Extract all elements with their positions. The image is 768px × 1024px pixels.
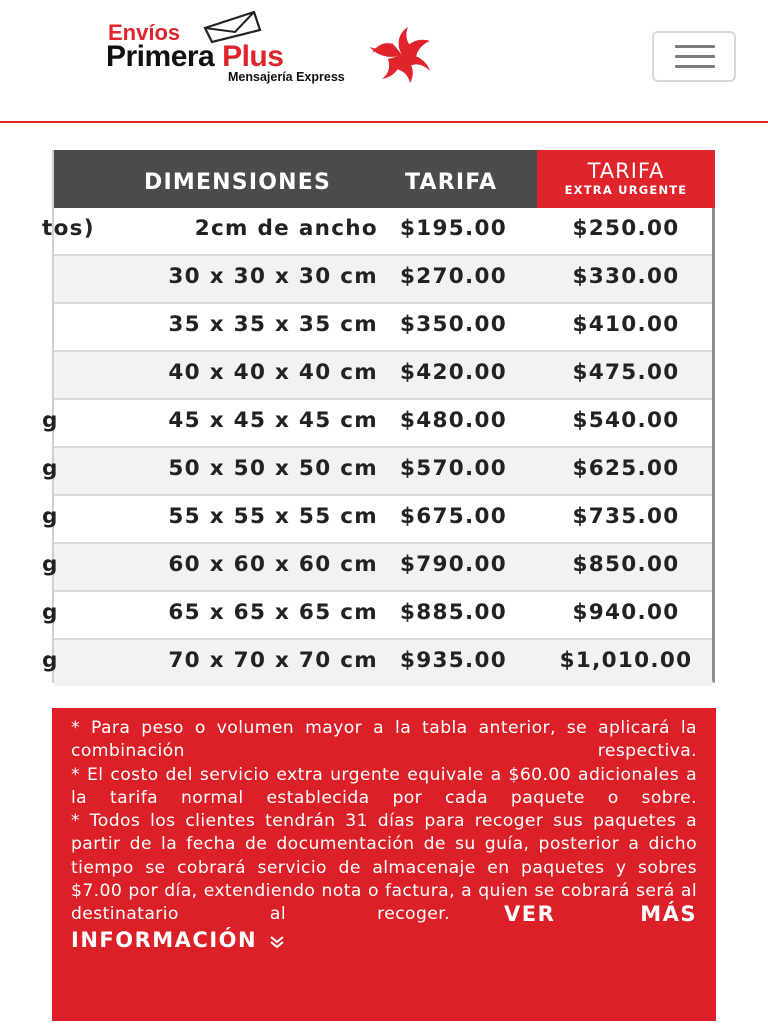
- row-weight-fragment: tos): [42, 216, 95, 241]
- row-rate: $350.00: [400, 312, 508, 337]
- logo-line1: Envíos: [108, 20, 181, 45]
- header-divider: [0, 121, 768, 123]
- table-row: [54, 352, 712, 400]
- logo-plus: Plus: [222, 40, 284, 73]
- menu-toggle-button[interactable]: [652, 31, 736, 82]
- row-dimension: 2cm de ancho: [194, 216, 378, 241]
- row-extra-rate: $540.00: [572, 408, 680, 433]
- row-extra-rate: $625.00: [572, 456, 680, 481]
- row-weight-fragment: g: [42, 552, 59, 577]
- row-weight-fragment: g: [42, 456, 59, 481]
- hamburger-menu-icon: [675, 55, 715, 58]
- header-dimensions: DIMENSIONES: [144, 170, 331, 195]
- notes-box: [52, 708, 716, 1021]
- row-dimension: 70 x 70 x 70 cm: [168, 648, 378, 673]
- envelope-icon: [202, 8, 264, 44]
- row-rate: $420.00: [400, 360, 508, 385]
- row-rate: $570.00: [400, 456, 508, 481]
- double-chevron-down-icon[interactable]: [269, 934, 285, 950]
- row-extra-rate: $735.00: [572, 504, 680, 529]
- row-dimension: 40 x 40 x 40 cm: [168, 360, 378, 385]
- row-rate: $885.00: [400, 600, 508, 625]
- table-row: [54, 304, 712, 352]
- note-extra-urgent: * El costo del servicio extra urgente equivale a $60.00 adicionales a la tarifa normal establecida por cada paquete o sobre.: [71, 764, 697, 808]
- table-row: [42, 544, 712, 592]
- header-extra-urgent: [537, 150, 715, 208]
- row-rate: $675.00: [400, 504, 508, 529]
- row-dimension: 30 x 30 x 30 cm: [168, 264, 378, 289]
- brand-logo[interactable]: [106, 6, 442, 90]
- table-row: [42, 208, 712, 256]
- row-dimension: 60 x 60 x 60 cm: [168, 552, 378, 577]
- row-rate: $480.00: [400, 408, 508, 433]
- more-info-label[interactable]: INFORMACIÓN: [71, 927, 258, 952]
- row-weight-fragment: g: [42, 408, 59, 433]
- row-rate: $935.00: [400, 648, 508, 673]
- row-extra-rate: $940.00: [572, 600, 680, 625]
- row-rate: $790.00: [400, 552, 508, 577]
- note-storage: * Todos los clientes tendrán 31 días para recoger sus paquetes a partir de la fecha de documentación de su guía, posterior a dicho tiempo se cobrará servicio de almacenaje en paquetes y sobres $7.00 por día, extendiendo nota o factura, a quien se cobrará será al: [71, 811, 697, 902]
- rates-table[interactable]: [42, 150, 715, 683]
- row-extra-rate: $475.00: [572, 360, 680, 385]
- site-header: [0, 0, 768, 122]
- table-row: [54, 256, 712, 304]
- note-oversize: * Para peso o volumen mayor a la tabla anterior, se aplicará la combinación respectiva.: [71, 718, 697, 762]
- row-dimension: 55 x 55 x 55 cm: [168, 504, 378, 529]
- note-storage-end-text: destinatario al recoger.: [71, 904, 450, 925]
- table-header: [54, 150, 712, 208]
- see-more-link[interactable]: VER MÁS: [504, 902, 697, 927]
- table-row: [42, 496, 712, 544]
- row-weight-fragment: g: [42, 504, 59, 529]
- hamburger-menu-icon: [675, 65, 715, 68]
- row-extra-rate: $250.00: [572, 216, 680, 241]
- row-dimension: 50 x 50 x 50 cm: [168, 456, 378, 481]
- row-extra-rate: $410.00: [572, 312, 680, 337]
- hamburger-menu-icon: [675, 45, 715, 48]
- row-rate: $270.00: [400, 264, 508, 289]
- row-extra-rate: $1,010.00: [559, 648, 693, 673]
- note-storage-end: [71, 903, 450, 926]
- row-extra-rate: $850.00: [572, 552, 680, 577]
- note-storage-end-row: [71, 903, 697, 926]
- more-info-link[interactable]: [71, 927, 697, 954]
- logo-primera: Primera: [106, 40, 223, 73]
- row-rate: $195.00: [400, 216, 508, 241]
- logo-swirl-icon: [364, 22, 440, 88]
- table-row: [42, 448, 712, 496]
- logo-line2: [106, 40, 283, 74]
- table-row: [42, 400, 712, 448]
- table-row: [42, 592, 712, 640]
- row-dimension: 35 x 35 x 35 cm: [168, 312, 378, 337]
- logo-tagline: Mensajería Express: [228, 70, 345, 84]
- row-extra-rate: $330.00: [572, 264, 680, 289]
- row-weight-fragment: g: [42, 648, 59, 673]
- header-extra-title: TARIFA: [587, 159, 665, 183]
- row-dimension: 65 x 65 x 65 cm: [168, 600, 378, 625]
- row-weight-fragment: g: [42, 600, 59, 625]
- table-row: [42, 640, 712, 686]
- header-rate: TARIFA: [405, 170, 498, 195]
- header-extra-sub: EXTRA URGENTE: [564, 183, 688, 197]
- row-dimension: 45 x 45 x 45 cm: [168, 408, 378, 433]
